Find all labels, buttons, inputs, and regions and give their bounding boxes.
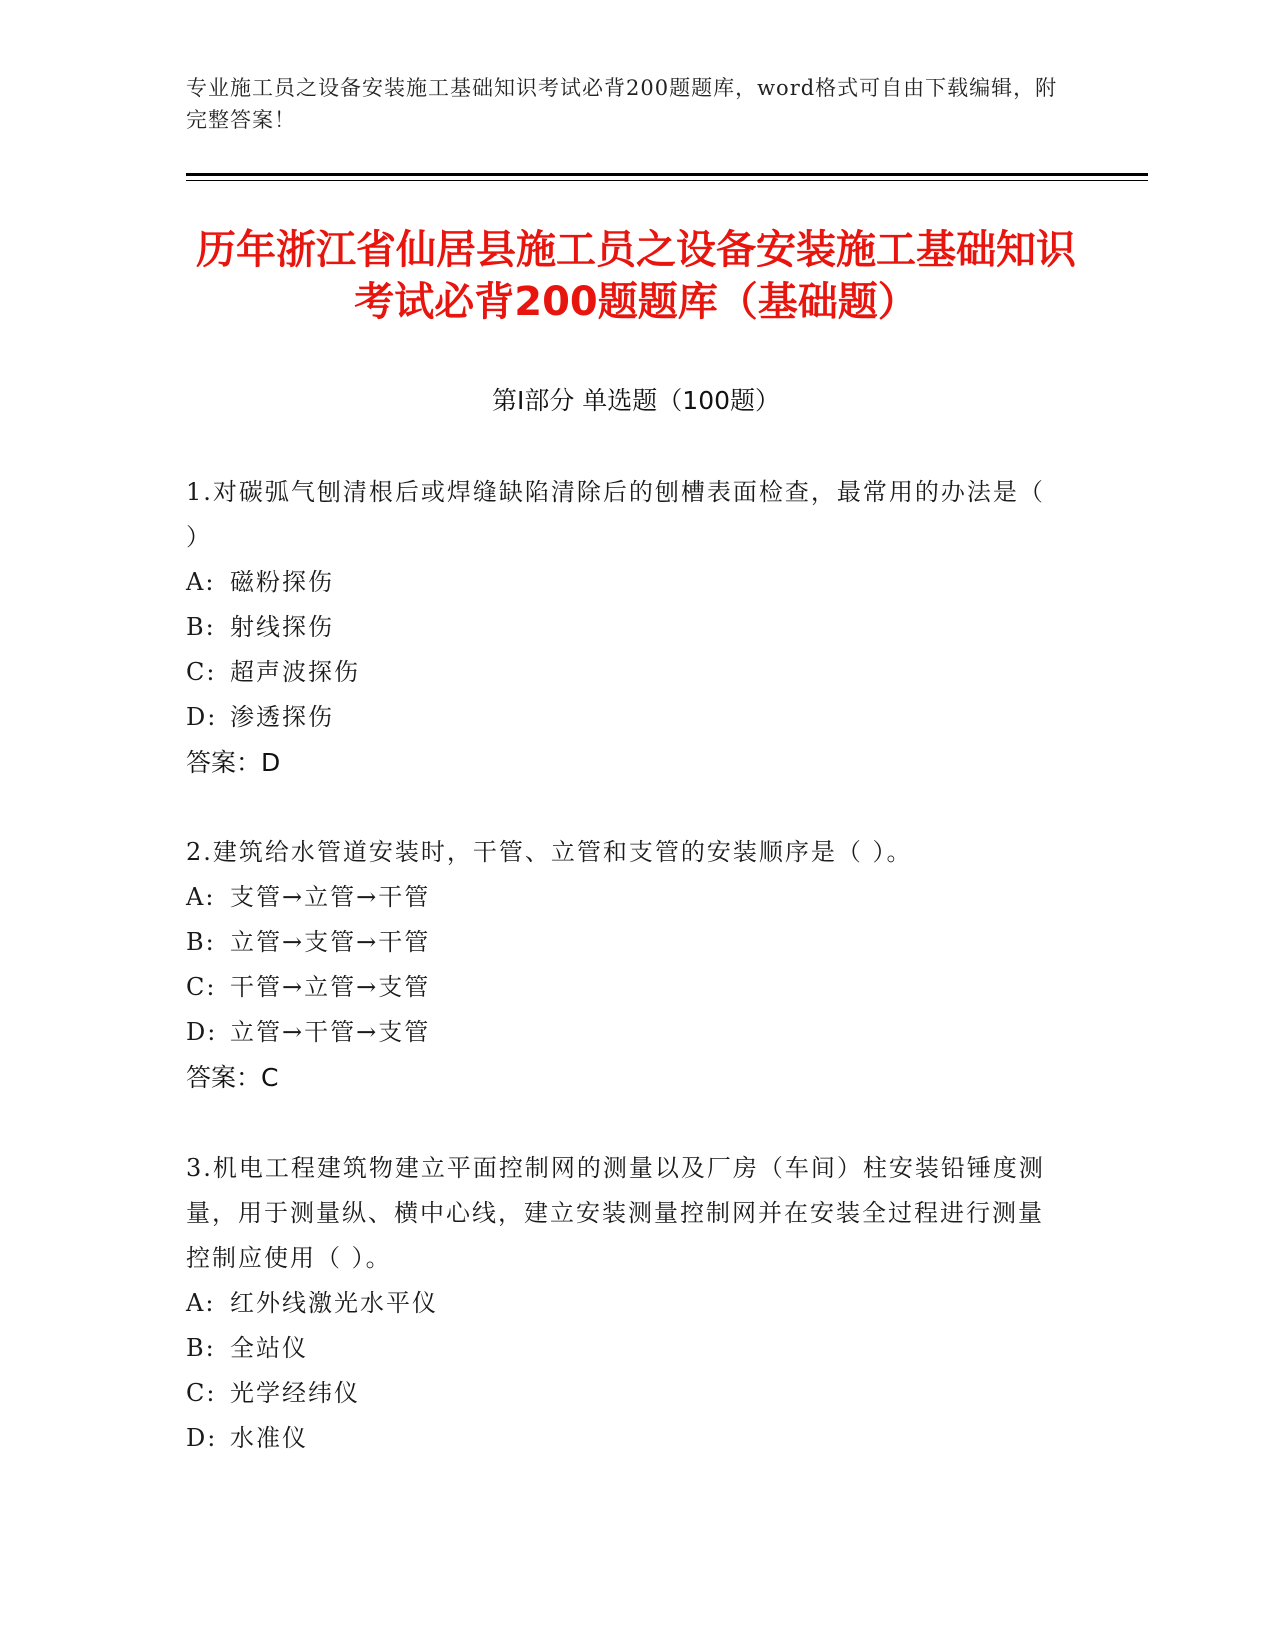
option-letter: C: [186,658,217,686]
option-letter: A: [186,883,216,911]
answer-label: 答案： [186,748,262,777]
question-text: 3.机电工程建筑物建立平面控制网的测量以及厂房（车间）柱安装铅锤度测量，用于测量纵、横中心线，建立安装测量控制网并在安装全过程进行测量控制应使用（ ）。 [186,1154,1045,1272]
option-a [186,1281,1066,1326]
answer-line [186,740,1066,785]
answer-value: D [261,748,281,777]
answer-line [186,1055,1066,1100]
question-1 [186,470,1066,785]
option-a [186,560,1066,605]
option-b [186,1326,1066,1371]
option-letter: C: [186,1379,217,1407]
header-rule-thick [186,173,1148,176]
option-b [186,605,1066,650]
question-2 [186,830,1066,1100]
question-text: 1.对碳弧气刨清根后或焊缝缺陷清除后的刨槽表面检查，最常用的办法是（ ） [186,478,1045,551]
option-text: 渗透探伤 [230,703,334,731]
option-text: 水准仪 [230,1424,308,1452]
document-title: 历年浙江省仙居县施工员之设备安装施工基础知识考试必背200题题库（基础题） [196,227,1076,325]
option-text: 干管→立管→支管 [230,973,431,1001]
answer-value: C [261,1063,279,1092]
option-d [186,695,1066,740]
option-letter: A: [186,1289,216,1317]
question-3 [186,1146,1066,1461]
option-text: 支管→立管→干管 [230,883,431,911]
option-d [186,1010,1066,1055]
option-letter: A: [186,568,216,596]
option-text: 立管→支管→干管 [230,928,431,956]
option-text: 磁粉探伤 [230,568,334,596]
option-letter: D: [186,1018,218,1046]
option-a [186,875,1066,920]
option-text: 超声波探伤 [230,658,360,686]
option-letter: D: [186,1424,218,1452]
option-text: 射线探伤 [230,613,334,641]
option-letter: B: [186,1334,216,1362]
option-letter: B: [186,928,216,956]
option-c [186,650,1066,695]
option-text: 红外线激光水平仪 [230,1289,438,1317]
option-c [186,965,1066,1010]
answer-label: 答案： [186,1063,262,1092]
question-text: 2.建筑给水管道安装时，干管、立管和支管的安装顺序是（ ）。 [186,838,913,866]
header-note: 专业施工员之设备安装施工基础知识考试必背200题题库，word格式可自由下载编辑，附完整答案！ [186,76,1058,132]
option-text: 立管→干管→支管 [230,1018,431,1046]
option-d [186,1416,1066,1461]
option-letter: C: [186,973,217,1001]
header-rule-thin [186,180,1148,181]
section-heading: 第Ⅰ部分 单选题（100题） [491,386,781,415]
option-letter: D: [186,703,218,731]
option-b [186,920,1066,965]
option-text: 光学经纬仪 [230,1379,360,1407]
option-letter: B: [186,613,216,641]
option-text: 全站仪 [230,1334,308,1362]
option-c [186,1371,1066,1416]
